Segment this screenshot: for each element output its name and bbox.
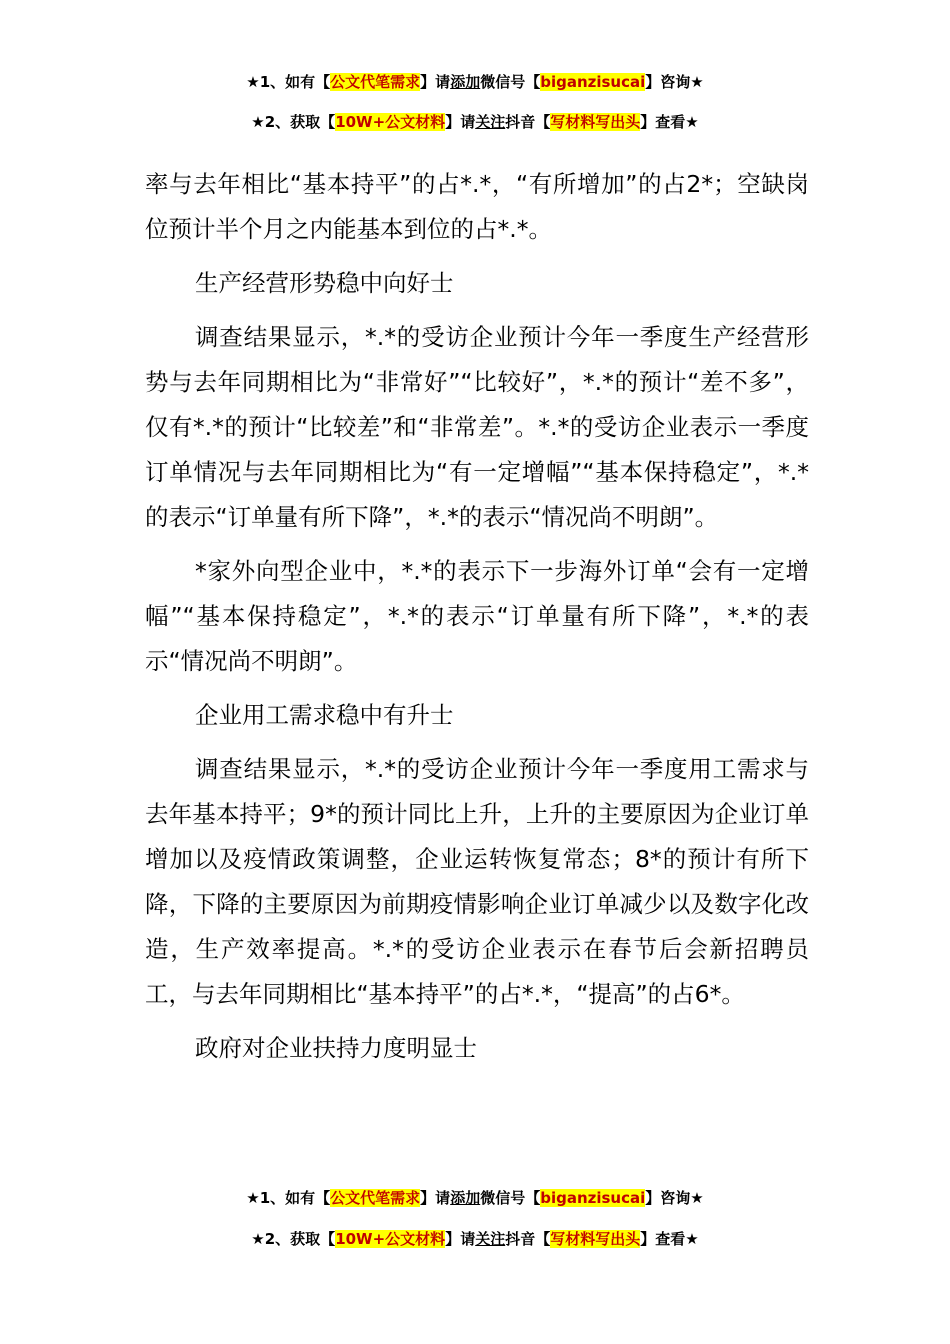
banner-text: 微信号【 xyxy=(480,1189,541,1207)
banner-text: 】咨询★ xyxy=(645,73,704,91)
banner-text: 】咨询★ xyxy=(645,1189,704,1207)
section-heading: 生产经营形势稳中向好士 xyxy=(195,269,454,297)
banner-highlight: 10W+公文材料 xyxy=(335,113,446,131)
banner-text: 】请 xyxy=(445,1230,476,1248)
banner-highlight: 10W+公文材料 xyxy=(335,1230,446,1248)
banner-text: ★1、如有【 xyxy=(246,73,331,91)
banner-text: ★1、如有【 xyxy=(246,1189,331,1207)
section-heading: 政府对企业扶持力度明显士 xyxy=(195,1034,477,1062)
section-heading: 企业用工需求稳中有升士 xyxy=(195,701,454,729)
banner-underlined-text: 关注 xyxy=(475,113,506,131)
banner-highlight-douyin-id: 写材料写出头 xyxy=(550,1230,641,1248)
banner-text: 】请 xyxy=(420,73,451,91)
banner-underlined-text: 关注 xyxy=(475,1230,506,1248)
footer-banner-line-2 xyxy=(0,1228,950,1250)
banner-text: 】请 xyxy=(445,113,476,131)
banner-underlined-text: 添加 xyxy=(450,73,481,91)
banner-highlight-wechat-id: biganzisucai xyxy=(540,1189,646,1207)
paragraph: 调查结果显示，*.*的受访企业预计今年一季度生产经营形势与去年同期相比为“非常好”“比较好”，*.*的预计“差不多”，仅有*.*的预计“比较差”和“非常差”。*.*的受访企业表示一季度订单情况与去年同期相比为“有一定增幅”“基本保持稳定”，*.*的表示“订单量有所下降”，*.*的表示“情况尚不明朗”。 xyxy=(145,323,809,531)
banner-underlined-text: 添加 xyxy=(450,1189,481,1207)
header-banner-line-1 xyxy=(0,71,950,93)
banner-text: 微信号【 xyxy=(480,73,541,91)
banner-highlight: 公文代笔需求 xyxy=(330,73,421,91)
banner-highlight-wechat-id: biganzisucai xyxy=(540,73,646,91)
paragraph: *家外向型企业中，*.*的表示下一步海外订单“会有一定增幅”“基本保持稳定”，*.*的表示“订单量有所下降”，*.*的表示“情况尚不明朗”。 xyxy=(145,557,809,675)
banner-text: 】请 xyxy=(420,1189,451,1207)
banner-text: 】查看★ xyxy=(640,113,699,131)
banner-text: ★2、获取【 xyxy=(251,113,336,131)
header-banner-line-2 xyxy=(0,111,950,133)
paragraph: 调查结果显示，*.*的受访企业预计今年一季度用工需求与去年基本持平；9*的预计同比上升，上升的主要原因为企业订单增加以及疫情政策调整，企业运转恢复常态；8*的预计有所下降，下降的主要原因为前期疫情影响企业订单减少以及数字化改造，生产效率提高。*.*的受访企业表示在春节后会新招聘员工，与去年同期相比“基本持平”的占*.*，“提高”的占6*。 xyxy=(145,755,809,1008)
footer-banner-line-1 xyxy=(0,1187,950,1209)
banner-text: ★2、获取【 xyxy=(251,1230,336,1248)
banner-highlight: 公文代笔需求 xyxy=(330,1189,421,1207)
paragraph-continued: 率与去年相比“基本持平”的占*.*，“有所增加”的占2*；空缺岗位预计半个月之内能基本到位的占*.*。 xyxy=(145,170,809,243)
banner-text: 抖音【 xyxy=(505,1230,551,1248)
banner-text: 抖音【 xyxy=(505,113,551,131)
document-body xyxy=(145,162,809,1080)
banner-highlight-douyin-id: 写材料写出头 xyxy=(550,113,641,131)
banner-text: 】查看★ xyxy=(640,1230,699,1248)
